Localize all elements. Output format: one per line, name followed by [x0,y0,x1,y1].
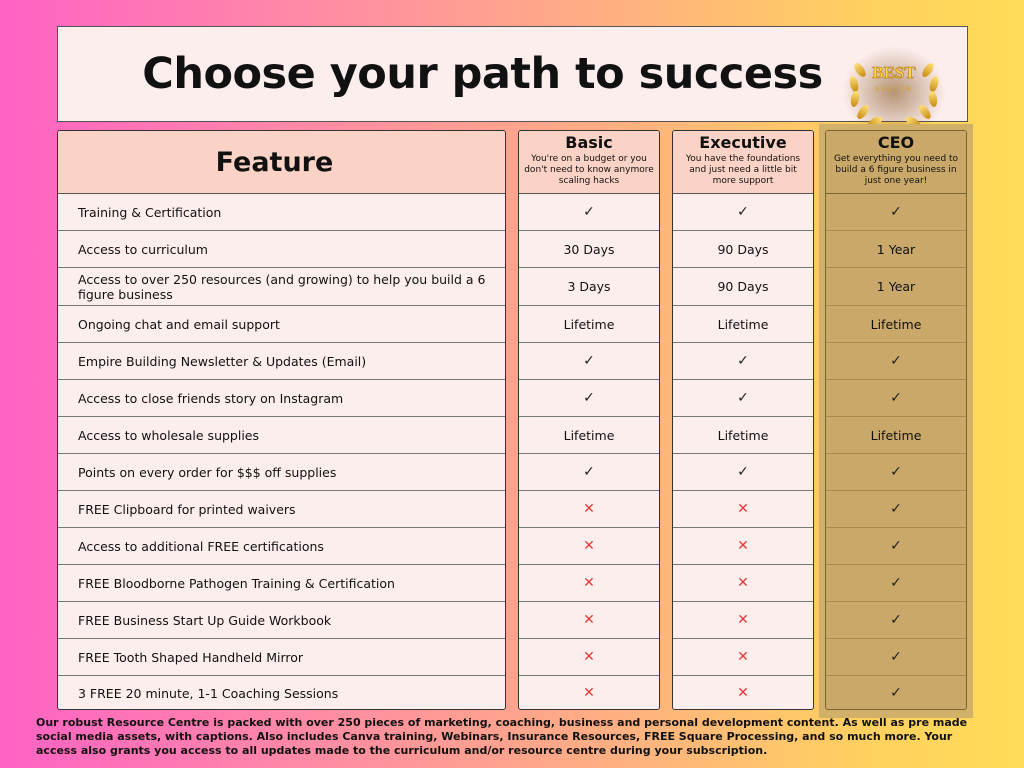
cross-icon: ✕ [583,501,595,517]
cell-value: 3 Days [567,279,611,294]
check-icon: ✓ [583,204,595,220]
cross-icon: ✕ [737,685,749,701]
ceo-header [826,131,966,194]
check-icon: ✓ [890,685,902,701]
cell-value: 90 Days [717,279,769,294]
executive-cell [673,491,813,528]
feature-row [58,639,505,676]
badge-text-best: BEST [872,63,916,82]
check-icon: ✓ [890,649,902,665]
cross-icon: ✕ [583,575,595,591]
basic-cell [519,306,659,343]
check-icon: ✓ [890,390,902,406]
basic-cell [519,454,659,491]
cross-icon: ✕ [737,612,749,628]
check-icon: ✓ [890,612,902,628]
feature-row [58,306,505,343]
cell-value: 1 Year [876,279,916,294]
title-banner [57,26,968,122]
ceo-cell [826,268,966,306]
basic-rows [519,194,659,710]
feature-row [58,454,505,491]
executive-cell [673,528,813,565]
ceo-cell [826,565,966,602]
cell-value: Lifetime [563,427,615,443]
basic-plan-name: Basic [565,133,613,152]
ceo-plan-name: CEO [877,133,915,152]
ceo-cell [826,676,966,710]
executive-cell [673,639,813,676]
basic-cell [519,565,659,602]
feature-label: FREE Tooth Shaped Handheld Mirror [78,649,304,665]
basic-header [519,131,659,194]
executive-cell [673,417,813,454]
badge-text-seller: SELLER [874,86,914,93]
feature-row [58,343,505,380]
ceo-cell [826,454,966,491]
cell-value: 90 Days [717,241,769,257]
ceo-cell [826,491,966,528]
page-title: Choose your path to success [142,49,823,99]
feature-label: Empire Building Newsletter & Updates (Email) [78,353,367,369]
cell-value: Lifetime [870,427,922,443]
executive-plan-description: You have the foundations and just need a little bit more support [685,154,801,186]
cell-value: 30 Days [563,241,615,257]
ceo-cell [826,380,966,417]
executive-cell [673,194,813,231]
cross-icon: ✕ [583,612,595,628]
ceo-cell [826,231,966,268]
feature-header-label: Feature [215,146,334,178]
executive-cell [673,380,813,417]
basic-cell [519,380,659,417]
executive-cell [673,231,813,268]
check-icon: ✓ [890,464,902,480]
feature-row [58,676,505,710]
feature-row [58,417,505,454]
ceo-plan-description: Get everything you need to build a 6 figure business in just one year! [833,154,959,186]
cell-value: Lifetime [870,316,922,332]
feature-label: Access to curriculum [78,241,208,257]
basic-cell [519,676,659,710]
feature-row [58,194,505,231]
feature-row [58,602,505,639]
cross-icon: ✕ [583,538,595,554]
ceo-cell [826,602,966,639]
check-icon: ✓ [737,353,749,369]
feature-header [58,131,505,194]
check-icon: ✓ [583,353,595,369]
feature-row [58,491,505,528]
feature-row [58,231,505,268]
ceo-column [825,130,967,710]
executive-cell [673,306,813,343]
feature-label: FREE Bloodborne Pathogen Training & Certification [78,575,395,591]
basic-cell [519,639,659,676]
feature-row [58,380,505,417]
feature-label: Points on every order for $$$ off supplies [78,464,337,480]
feature-label: FREE Business Start Up Guide Workbook [78,612,332,628]
ceo-cell [826,528,966,565]
check-icon: ✓ [737,390,749,406]
check-icon: ✓ [890,501,902,517]
executive-plan-name: Executive [699,133,787,152]
check-icon: ✓ [583,464,595,480]
feature-label: Training & Certification [78,204,222,220]
ceo-rows [826,194,966,710]
cell-value: Lifetime [717,427,769,443]
executive-rows [673,194,813,710]
check-icon: ✓ [890,204,902,220]
executive-cell [673,565,813,602]
executive-cell [673,454,813,491]
cross-icon: ✕ [583,685,595,701]
ceo-cell [826,343,966,380]
feature-label: Access to additional FREE certifications [78,538,324,554]
cell-value: 1 Year [876,241,916,257]
check-icon: ✓ [583,390,595,406]
basic-cell [519,528,659,565]
feature-label: Access to over 250 resources (and growing) to help you build a 6 figure business [78,271,486,302]
feature-row [58,268,505,306]
executive-cell [673,343,813,380]
feature-label: Access to close friends story on Instagram [78,390,344,406]
cross-icon: ✕ [737,538,749,554]
cross-icon: ✕ [737,501,749,517]
executive-cell [673,268,813,306]
executive-cell [673,602,813,639]
basic-cell [519,194,659,231]
cross-icon: ✕ [583,649,595,665]
basic-cell [519,343,659,380]
basic-cell [519,231,659,268]
executive-cell [673,676,813,710]
ceo-cell [826,306,966,343]
cross-icon: ✕ [737,575,749,591]
feature-rows [58,194,505,710]
cell-value: Lifetime [563,316,615,332]
check-icon: ✓ [737,204,749,220]
basic-cell [519,602,659,639]
basic-cell [519,491,659,528]
ceo-cell [826,417,966,454]
executive-column [672,130,814,710]
executive-header [673,131,813,194]
ceo-cell [826,639,966,676]
feature-column [57,130,506,710]
basic-column [518,130,660,710]
feature-label: FREE Clipboard for printed waivers [78,501,296,517]
feature-row [58,565,505,602]
feature-row [58,528,505,565]
feature-label: 3 FREE 20 minute, 1-1 Coaching Sessions [78,685,339,701]
basic-cell [519,268,659,306]
cross-icon: ✕ [737,649,749,665]
cell-value: Lifetime [717,316,769,332]
basic-cell [519,417,659,454]
ceo-cell [826,194,966,231]
feature-label: Ongoing chat and email support [78,316,280,332]
check-icon: ✓ [890,353,902,369]
check-icon: ✓ [890,575,902,591]
feature-label: Access to wholesale supplies [78,427,260,443]
basic-plan-description: You're on a budget or you don't need to know anymore scaling hacks [524,154,654,186]
footer-note: Our robust Resource Centre is packed with over 250 pieces of marketing, coaching, business and personal development content. As well as pre made social media assets, with captions. Also includes Canva training, Webinars, Insurance Resources, FREE Square Processing, and so much more. Your access also grants you access to all updates made to the curriculum and/or resource centre during your subscription. [36,716,968,757]
check-icon: ✓ [737,464,749,480]
check-icon: ✓ [890,538,902,554]
